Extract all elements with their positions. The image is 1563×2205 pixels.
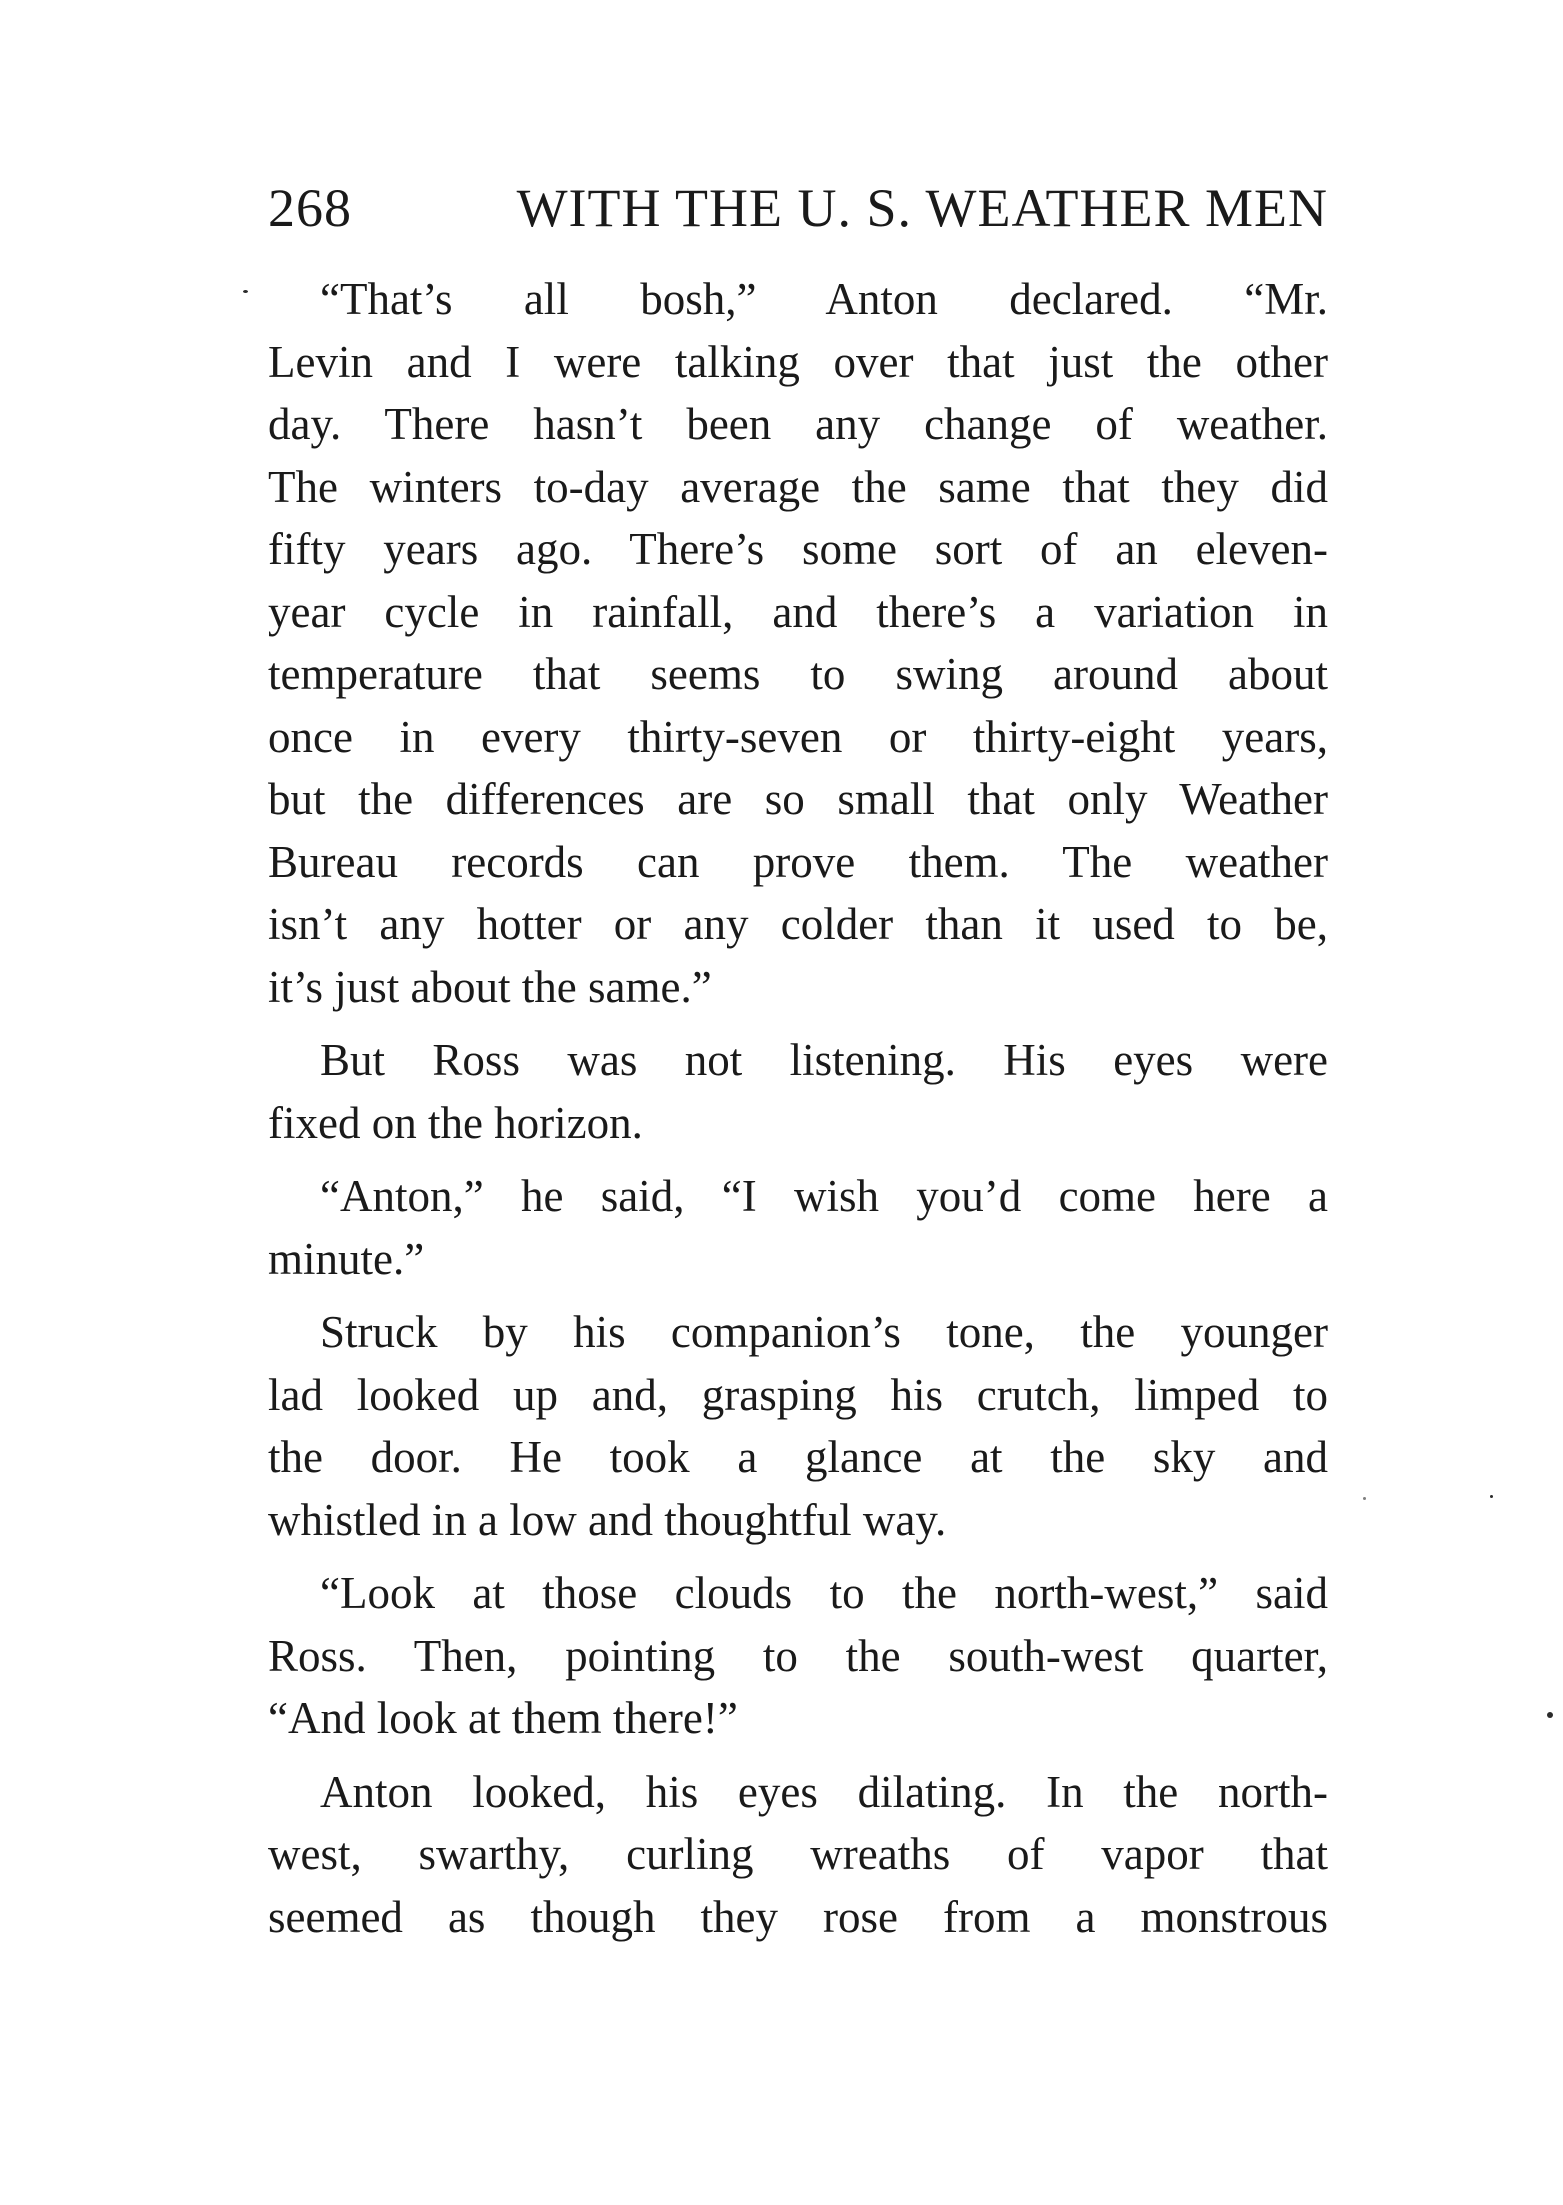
paragraph xyxy=(268,1301,1328,1551)
text-line: “Look at those clouds to the north-west,” said xyxy=(320,1568,1328,1618)
paragraph xyxy=(268,1761,1328,1949)
text-line: Anton looked, his eyes dilating. In the north- xyxy=(320,1766,1328,1817)
text-line: But Ross was not listening. His eyes were xyxy=(320,1035,1328,1085)
text-line: Levin and I were talking over that just the other xyxy=(268,336,1328,387)
text-line: “Anton,” he said, “I wish you’d come here a xyxy=(320,1171,1328,1221)
text-line: it’s just about the same.” xyxy=(268,961,712,1012)
text-line: whistled in a low and thoughtful way. xyxy=(268,1494,947,1545)
text-line: west, swarthy, curling wreaths of vapor that xyxy=(268,1829,1328,1879)
text-line: seemed as though they rose from a monstrous xyxy=(268,1891,1328,1942)
text-line: year cycle in rainfall, and there’s a variation in xyxy=(268,586,1328,637)
text-line: day. There hasn’t been any change of weather. xyxy=(268,399,1328,449)
text-line: fixed on the horizon. xyxy=(268,1097,643,1148)
text-line: but the differences are so small that only Weather xyxy=(268,774,1328,824)
text-line: Ross. Then, pointing to the south-west quarter, xyxy=(268,1630,1328,1681)
text-line: once in every thirty-seven or thirty-eight years, xyxy=(268,711,1328,762)
text-line: “That’s all bosh,” Anton declared. “Mr. xyxy=(320,274,1328,324)
text-line: isn’t any hotter or any colder than it used to be, xyxy=(268,899,1328,949)
paragraph xyxy=(268,1165,1328,1290)
page-number: 268 xyxy=(268,178,352,238)
text-line: lad looked up and, grasping his crutch, limped to xyxy=(268,1369,1328,1420)
scan-speck xyxy=(1363,1497,1366,1500)
scan-speck xyxy=(243,290,248,293)
text-line: “And look at them there!” xyxy=(268,1693,738,1743)
text-line: Bureau records can prove them. The weather xyxy=(268,836,1328,887)
paragraph xyxy=(268,1562,1328,1750)
text-line: fifty years ago. There’s some sort of an eleven- xyxy=(268,524,1328,574)
book-title: WITH THE U. S. WEATHER MEN xyxy=(516,178,1328,238)
text-line: temperature that seems to swing around about xyxy=(268,649,1328,699)
paragraph xyxy=(268,268,1328,1018)
text-line: The winters to-day average the same that they did xyxy=(268,461,1328,512)
text-line: Struck by his companion’s tone, the younger xyxy=(320,1307,1328,1357)
running-head xyxy=(268,178,1328,238)
text-line: minute.” xyxy=(268,1233,425,1284)
body-text xyxy=(268,268,1328,1948)
paragraph xyxy=(268,1029,1328,1154)
text-line: the door. He took a glance at the sky and xyxy=(268,1432,1328,1482)
scan-speck xyxy=(1490,1495,1493,1498)
scan-speck xyxy=(1547,1712,1553,1718)
